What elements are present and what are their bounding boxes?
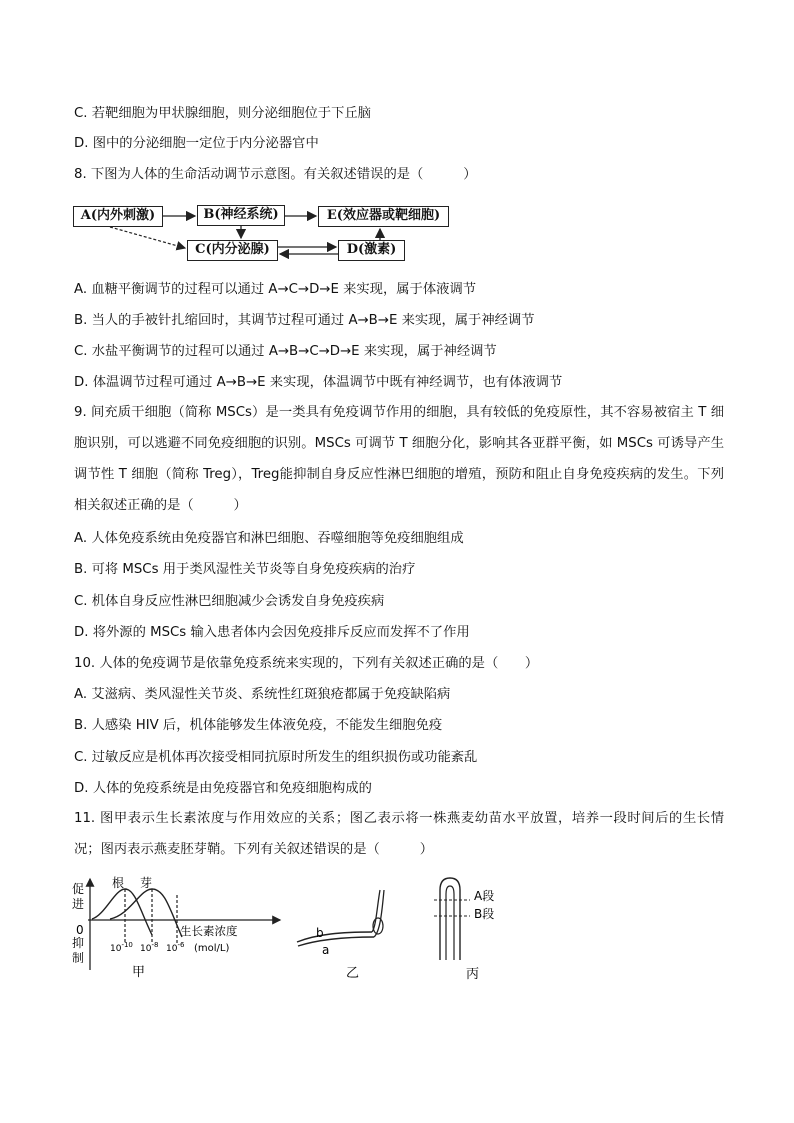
caption-yi: 乙 — [346, 966, 360, 981]
q7-option-d: D. 图中的分泌细胞一定位于内分泌器官中 — [74, 136, 319, 151]
label-promote-1: 促 — [72, 882, 85, 896]
q11-stem: 11. 图甲表示生长素浓度与作用效应的关系；图乙表示将一株燕麦幼苗水平放置，培养一段时间后的生长情况；图丙表示燕麦胚芽鞘。下列有关叙述错误的是（ ） — [74, 811, 724, 857]
tick1-label: $10^{-10}$ — [110, 941, 133, 954]
q8-stem: 8. 下图为人体的生命活动调节示意图。有关叙述错误的是（ ） — [74, 167, 477, 182]
q9-option-a: A. 人体免疫系统由免疫器官和淋巴细胞、吞噬细胞等免疫细胞组成 — [74, 531, 464, 546]
tick2-label: $10^{-8}$ — [140, 941, 159, 954]
label-inhibit-1: 抑 — [72, 936, 85, 950]
arrow-a-c-dashed — [110, 227, 185, 248]
q10-option-b: B. 人感染 HIV 后，机体能够发生体液免疫，不能发生细胞免疫 — [74, 718, 443, 733]
node-e: E(效应器或靶细胞) — [318, 206, 449, 227]
figure-jia — [70, 875, 290, 985]
node-c: C(内分泌腺) — [187, 240, 278, 261]
label-seg-b: B段 — [474, 907, 495, 921]
q10-stem: 10. 人体的免疫调节是依靠免疫系统来实现的，下列有关叙述正确的是（ ） — [74, 656, 539, 671]
coleoptile-outer — [440, 878, 460, 960]
q10-option-a: A. 艾滋病、类风湿性关节炎、系统性红斑狼疮都属于免疫缺陷病 — [74, 687, 451, 702]
caption-bing: 丙 — [466, 967, 480, 982]
q9-option-d: D. 将外源的 MSCs 输入患者体内会因免疫排斥反应而发挥不了作用 — [74, 625, 470, 640]
label-bud: 芽 — [140, 876, 153, 890]
q8-option-a: A. 血糖平衡调节的过程可以通过 A→C→D→E 来实现，属于体液调节 — [74, 282, 477, 297]
node-d: D(激素) — [338, 240, 405, 261]
label-a: a — [322, 943, 330, 957]
coleoptile-inner — [446, 886, 454, 960]
root-curve — [92, 889, 152, 935]
q10-option-d: D. 人体的免疫系统是由免疫器官和免疫细胞构成的 — [74, 781, 372, 796]
q9-option-b: B. 可将 MSCs 用于类风湿性关节炎等自身免疫疾病的治疗 — [74, 562, 416, 577]
q8-option-d: D. 体温调节过程可通过 A→B→E 来实现，体温调节中既有神经调节，也有体液调节 — [74, 375, 563, 390]
label-b: b — [316, 926, 324, 940]
label-inhibit-2: 制 — [72, 951, 85, 965]
q9-option-c: C. 机体自身反应性淋巴细胞减少会诱发自身免疫疾病 — [74, 594, 385, 609]
label-root: 根 — [112, 876, 125, 890]
bud-curve — [110, 889, 182, 937]
q10-option-c: C. 过敏反应是机体再次接受相同抗原时所发生的组织损伤或功能紊乱 — [74, 750, 478, 765]
node-a: A(内外刺激) — [73, 206, 163, 227]
label-xaxis: 生长素浓度 — [180, 924, 238, 938]
q9-stem: 9. 间充质干细胞（简称 MSCs）是一类具有免疫调节作用的细胞，具有较低的免疫原性，其不容易被宿主 T 细胞识别，可以逃避不同免疫细胞的识别。MSCs 可调节 T 细胞分化，影响其各亚群平衡，如 MSCs 可诱导产生调节性 T 细胞（简称 Treg），Treg能抑制自身反应性淋巴细胞的增殖，预防和阻止自身免疫疾病的发生。下列相关叙述正确的是（ ） — [74, 405, 724, 513]
q8-option-b: B. 当人的手被针扎缩回时，其调节过程可通过 A→B→E 来实现，属于神经调节 — [74, 313, 535, 328]
diagram-arrows — [0, 0, 794, 300]
q8-option-c: C. 水盐平衡调节的过程可以通过 A→B→C→D→E 来实现，属于神经调节 — [74, 344, 497, 359]
figure-yi — [292, 882, 402, 982]
label-unit: (mol/L) — [194, 943, 230, 954]
label-seg-a: A段 — [474, 889, 495, 903]
label-promote-2: 进 — [72, 897, 85, 911]
label-zero: 0 — [76, 923, 84, 937]
q7-option-c: C. 若靶细胞为甲状腺细胞，则分泌细胞位于下丘脑 — [74, 106, 371, 121]
node-b: B(神经系统) — [197, 205, 285, 226]
caption-jia: 甲 — [132, 965, 146, 980]
figure-bing — [430, 870, 530, 985]
tick3-label: $10^{-6}$ — [166, 941, 185, 954]
